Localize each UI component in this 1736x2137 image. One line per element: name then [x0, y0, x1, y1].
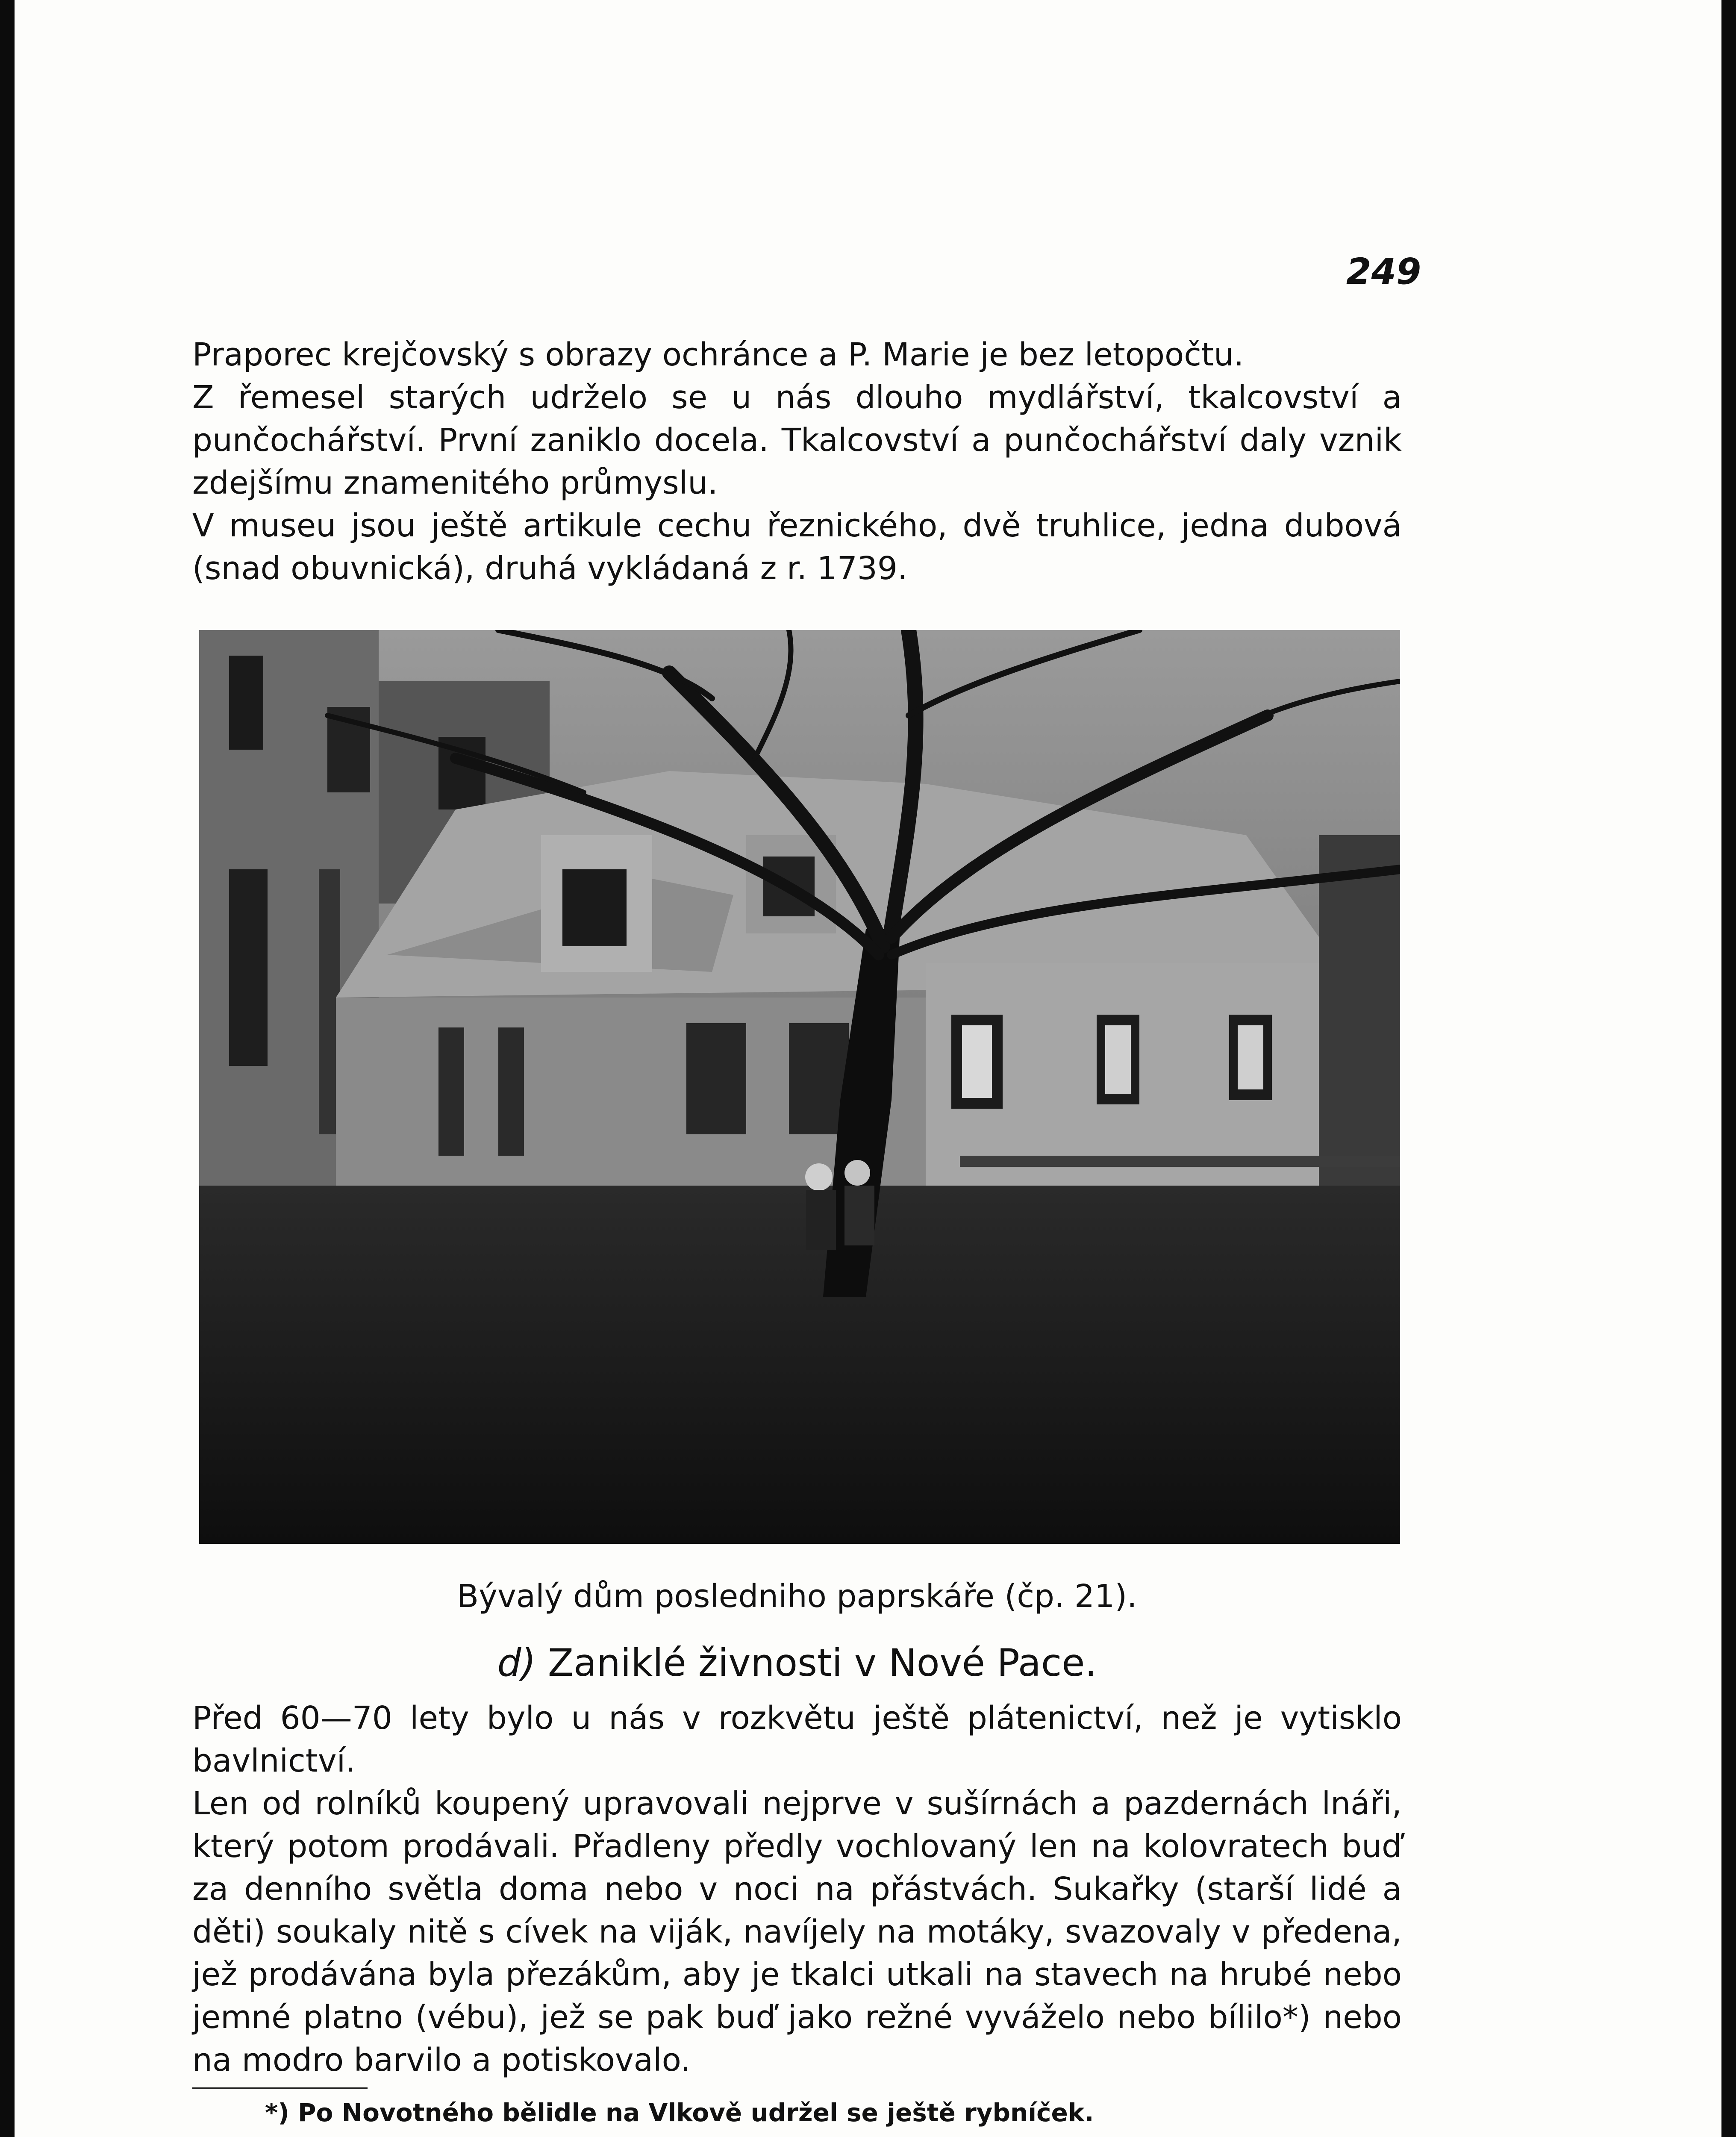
- figure-caption: Bývalý dům posledniho paprskáře (čp. 21).: [457, 1578, 1137, 1615]
- paragraph-banner: Praporec krejčovský s obrazy ochránce a P. Marie je bez letopočtu.: [192, 336, 1244, 373]
- section-marker: d): [497, 1641, 536, 1685]
- house-photo-illustration: [199, 630, 1400, 1544]
- section-title: Zaniklé živnosti v Nové Pace.: [547, 1641, 1097, 1685]
- scan-left-edge: [0, 0, 15, 2137]
- paragraph-crafts: Z řemesel starých udrželo se u nás dlouho mydlářství, tkalcovství a punčochářství. První zaniklo docela. Tkalcovství a punčochářství daly vznik zdejšímu znamenitého průmyslu.: [192, 379, 1402, 501]
- paragraph-linen-process: Len od rolníků koupený upravovali nejprve v sušírnách a pazdernách lnáři, který potom prodávali. Přadleny předly vochlovaný len na kolovratech buď za denního světla doma nebo v noci na přástvách. Sukařky (starší lidé a děti) soukaly nitě s cívek na viják, navíjely na motáky, svazovaly v předena, jež prodávána byla přezákům, aby je tkalci utkali na stavech na hrubé nebo jemné platno (vébu), jež se pak buď jako režné vyváželo nebo bílilo*) nebo na modro barvilo a potiskovalo.: [192, 1785, 1402, 2078]
- footnote: *) Po Novotného bělidle na Vlkově udržel se ještě rybníček.: [265, 2098, 1094, 2127]
- section-heading: [192, 1635, 1402, 1691]
- house-photograph: [199, 630, 1400, 1544]
- scan-right-edge: [1721, 0, 1736, 2137]
- page-number: 249: [1346, 250, 1421, 292]
- paragraph-linen-trade: Před 60—70 lety bylo u nás v rozkvětu ještě plátenictví, než je vytisklo bavlnictví.: [192, 1700, 1402, 1779]
- footnote-rule: [192, 2087, 368, 2089]
- paragraph-museum: V museu jsou ještě artikule cechu řeznického, dvě truhlice, jedna dubová (snad obuvnická), druhá vykládaná z r. 1739.: [192, 507, 1402, 587]
